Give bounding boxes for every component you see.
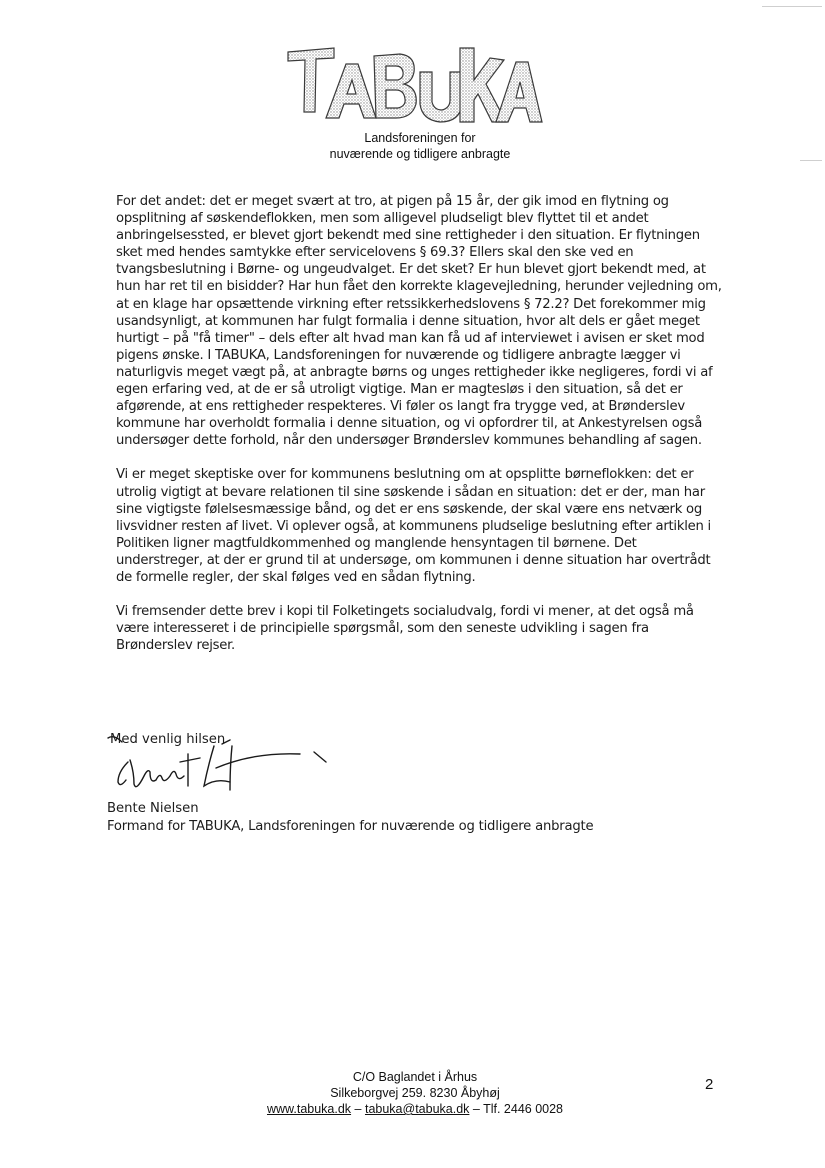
closing-salutation: Med venlig hilsen bbox=[110, 732, 226, 747]
page-number: 2 bbox=[705, 1076, 714, 1093]
signer-title: Formand for TABUKA, Landsforeningen for nuværende og tidligere anbragte bbox=[107, 819, 594, 834]
org-subtitle-line-2: nuværende og tidligere anbragte bbox=[329, 147, 511, 161]
scan-edge-mark bbox=[762, 6, 822, 7]
org-subtitle bbox=[300, 130, 540, 162]
tabuka-logo bbox=[282, 42, 544, 132]
body-paragraph-2: Vi er meget skeptiske over for kommunens beslutning om at opsplitte børneflokken: det er utrolig vigtigt at bevare relationen til sine søskende i sådan en situation: det er der, man har sine vigtigste følelsesmæssige bånd, og det er ens søskende, der skal være ens netværk og livsvidner resten af livet. Vi oplever også, at kommunens pludselige beslutning efter artiklen i Politiken ligner magtfuldkommenhed og manglende hensyntagen til børnene. Det understreger, at der er grund til at undersøge, om kommunen i denne situation har overtrådt de formelle regler, der skal følges ved en sådan flytning. bbox=[116, 467, 711, 585]
signer-name: Bente Nielsen bbox=[107, 801, 199, 816]
letter-footer bbox=[210, 1069, 620, 1117]
phone-number: – Tlf. 2446 0028 bbox=[469, 1102, 563, 1116]
footer-address-line-1: C/O Baglandet i Århus bbox=[352, 1070, 478, 1084]
website-link[interactable]: www.tabuka.dk bbox=[266, 1102, 352, 1116]
handwritten-signature bbox=[104, 732, 334, 802]
org-subtitle-line-1: Landsforeningen for bbox=[364, 131, 476, 145]
letter-body bbox=[116, 193, 722, 671]
footer-contact-line bbox=[210, 1101, 620, 1117]
footer-separator: – bbox=[351, 1102, 365, 1116]
body-paragraph-1: For det andet: det er meget svært at tro, at pigen på 15 år, der gik imod en flytning og opsplitning af søskendeflokken, men som alligevel pludseligt blev flyttet til et andet anbringelsessted, er blevet gjort bekendt med sine rettigheder i den situation. Er flytningen sket med hendes samtykke efter servicelovens § 69.3? Ellers skal den ske ved en tvangsbeslutning i Børne- og ungeudvalget. Er det sket? Er hun blevet gjort bekendt med, at hun har ret til en bisidder? Har hun fået den korrekte klagevejledning, herunder vejledning om, at en klage har opsættende virkning efter retssikkerhedslovens § 72.2? Det forekommer mig usandsynligt, at kommunen har fulgt formalia i denne situation, hvor alt dels er gået meget hurtigt – på "få timer" – dels efter alt hvad man kan få ud af interviewet i avisen er sket mod pigens ønske. I TABUKA, Landsforeningen for nuværende og tidligere anbragte lægger vi naturligvis meget vægt på, at anbragte børns og unges rettigheder ikke negligeres, fordi vi af egen erfaring ved, at de er så utroligt vigtige. Man er magtesløs i den situation, så det er afgørende, at ens rettigheder respekteres. Vi føler os langt fra trygge ved, at Brønderslev kommune har overholdt formalia i denne situation, og vi opfordrer til, at Ankestyrelsen også undersøger dette forhold, når den undersøger Brønderslev kommunes behandling af sagen. bbox=[116, 194, 722, 449]
logo-lettering: TABUKA bbox=[282, 42, 286, 43]
footer-address-line-2: Silkeborgvej 259. 8230 Åbyhøj bbox=[330, 1086, 500, 1100]
body-paragraph-3: Vi fremsender dette brev i kopi til Folketingets socialudvalg, fordi vi mener, at det også må være interesseret i de principielle spørgsmål, som den seneste udvikling i sagen fra Brønderslev rejser. bbox=[116, 604, 694, 654]
closing-block bbox=[104, 732, 404, 802]
scan-edge-mark bbox=[800, 160, 822, 161]
email-link[interactable]: tabuka@tabuka.dk bbox=[364, 1102, 470, 1116]
